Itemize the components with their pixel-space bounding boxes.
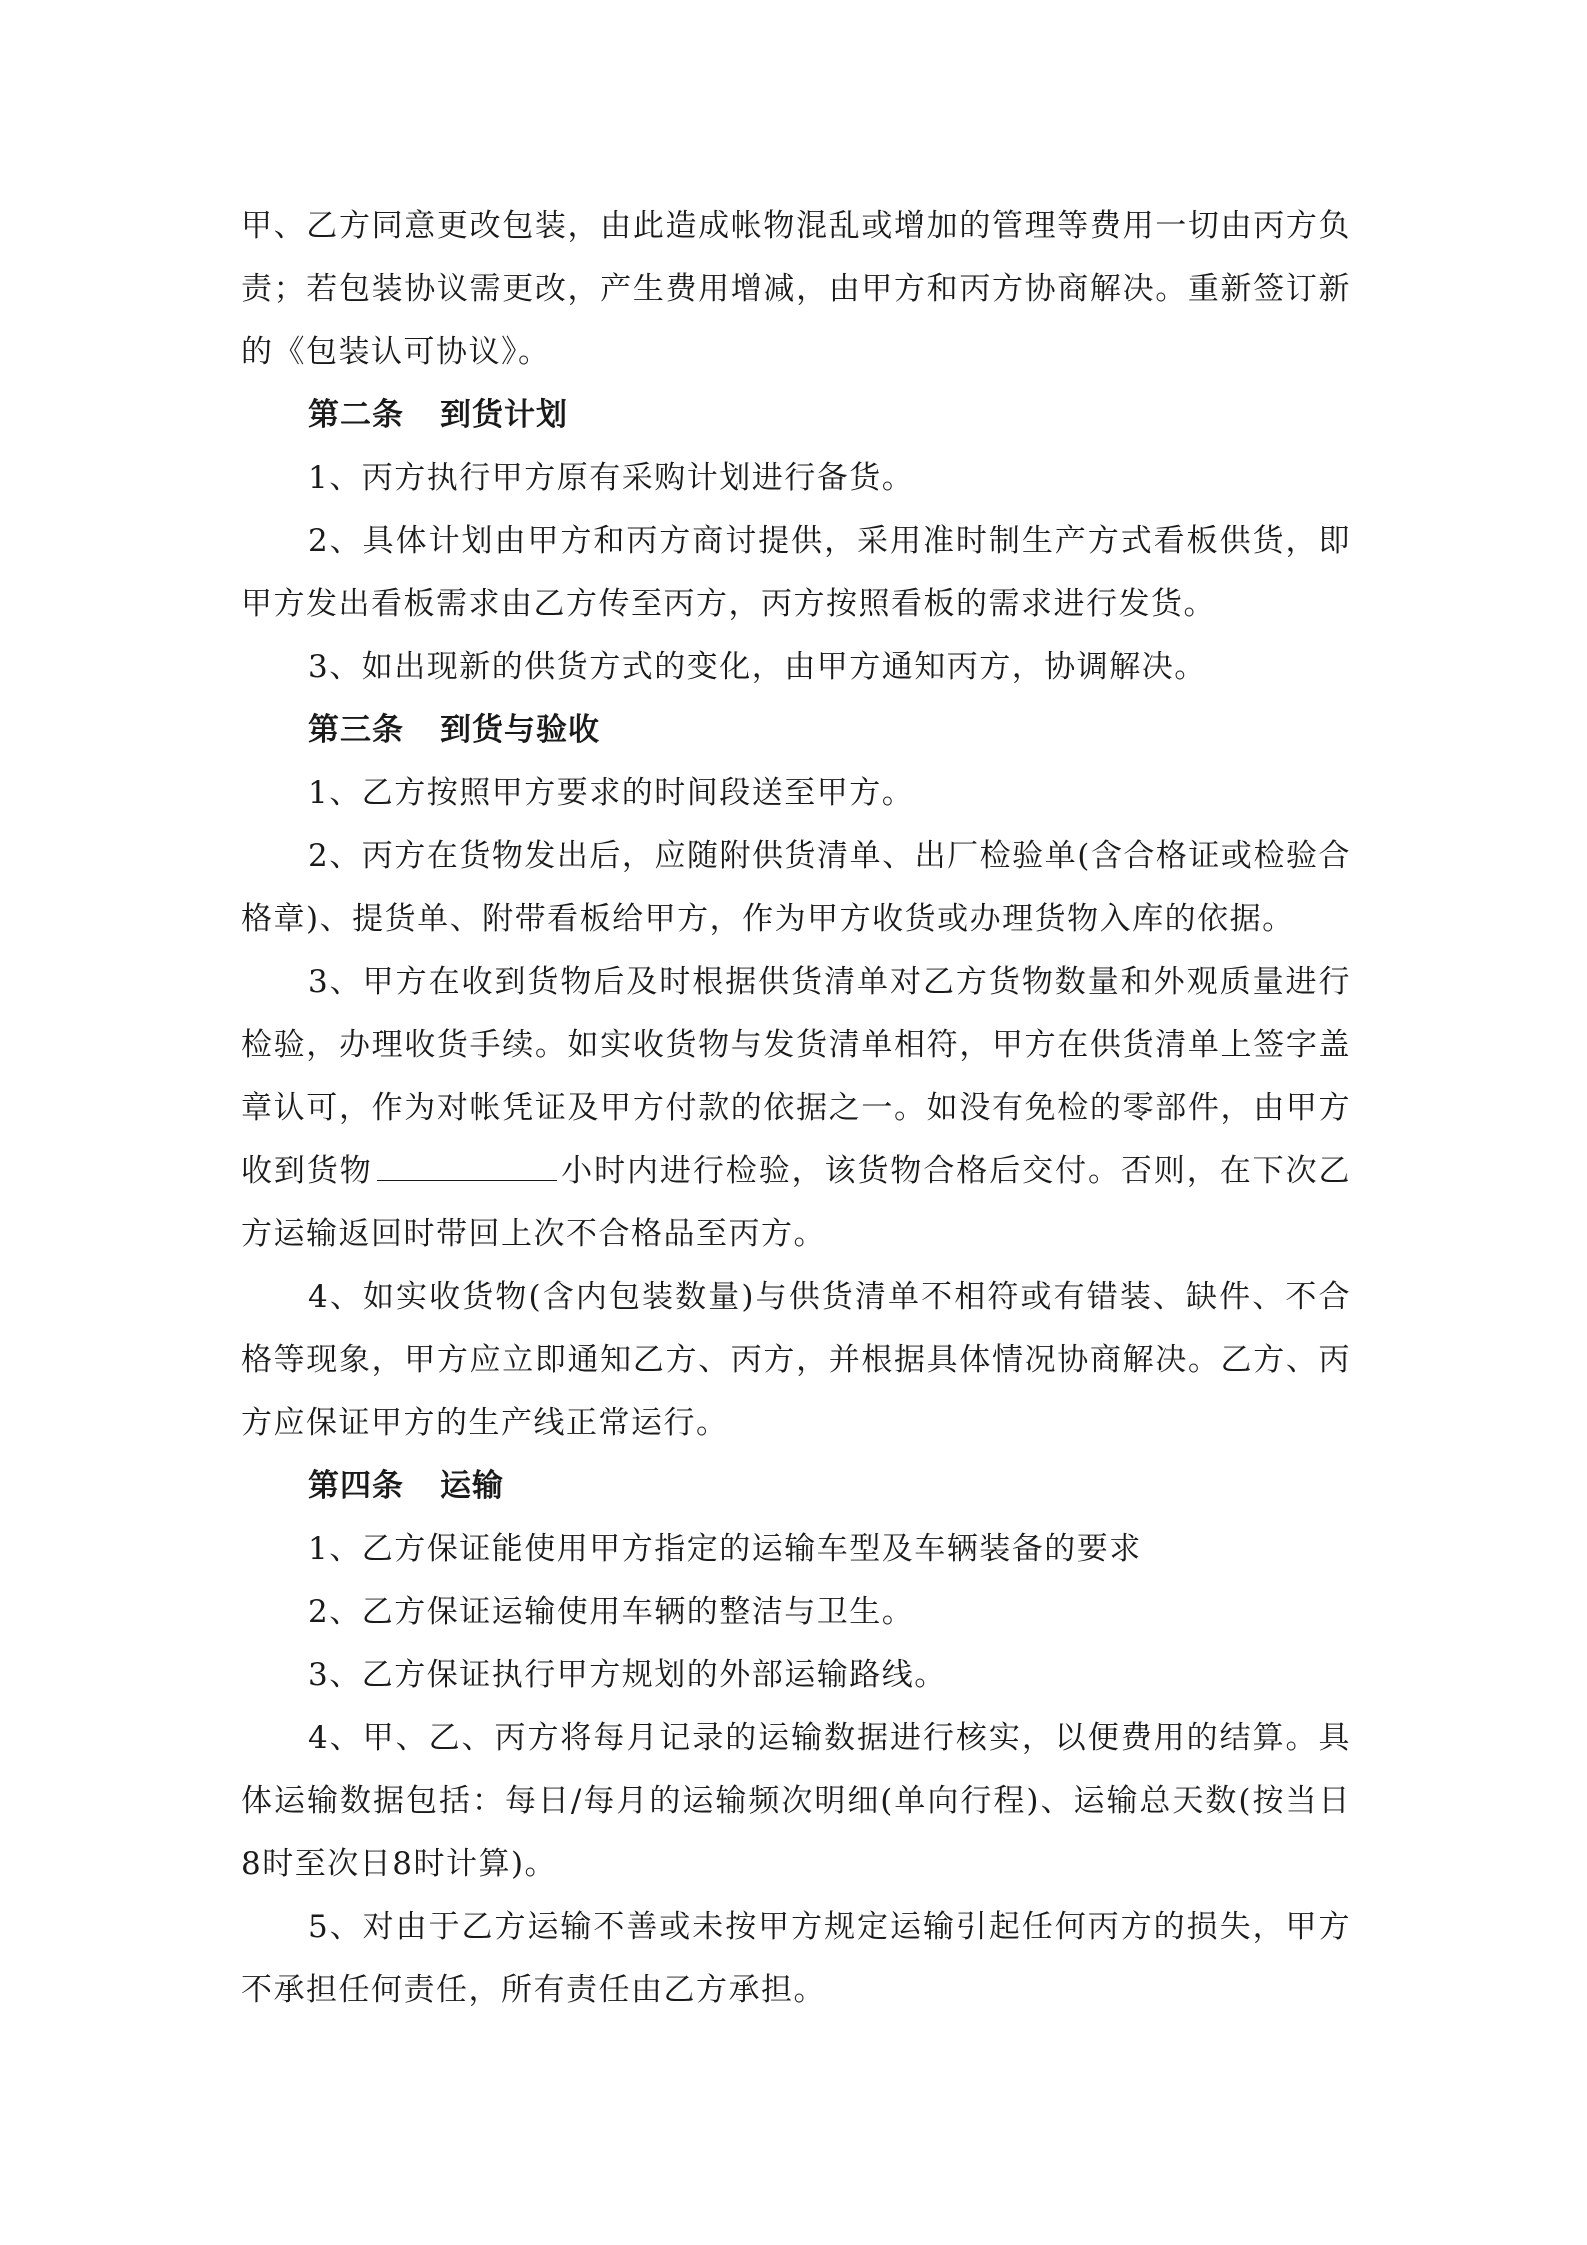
clause-3-3 xyxy=(241,951,1351,1266)
clause-4-5: 5、对由于乙方运输不善或未按甲方规定运输引起任何丙方的损失，甲方不承担任何责任，所有责任由乙方承担。 xyxy=(241,1909,1351,2008)
article-heading-4 xyxy=(241,1455,1351,1518)
article-title: 到货与验收 xyxy=(440,712,600,748)
clause-4-2: 2、乙方保证运输使用车辆的整洁与卫生。 xyxy=(308,1594,915,1630)
article-title: 运输 xyxy=(440,1468,504,1504)
clause-3-2: 2、丙方在货物发出后，应随附供货清单、出厂检验单(含合格证或检验合格章)、提货单、附带看板给甲方，作为甲方收货或办理货物入库的依据。 xyxy=(241,838,1351,937)
clause-2-3: 3、如出现新的供货方式的变化，由甲方通知丙方，协调解决。 xyxy=(308,649,1207,685)
clause-2-2: 2、具体计划由甲方和丙方商讨提供，采用准时制生产方式看板供货，即甲方发出看板需求由乙方传至丙方，丙方按照看板的需求进行发货。 xyxy=(241,523,1351,622)
article-heading-3 xyxy=(241,699,1351,762)
article-number: 第三条 xyxy=(308,712,404,748)
clause-4-3: 3、乙方保证执行甲方规划的外部运输路线。 xyxy=(308,1657,947,1693)
clause-4-1: 1、乙方保证能使用甲方指定的运输车型及车辆装备的要求 xyxy=(308,1531,1142,1567)
clause-3-1: 1、乙方按照甲方要求的时间段送至甲方。 xyxy=(308,775,915,811)
clause-2-1: 1、丙方执行甲方原有采购计划进行备货。 xyxy=(308,460,915,496)
clause-3-3-text-after-blank: 小时内进行检验，该货物合格后交付。否则，在下次乙方运输返回时带回上次不合格品至丙方。 xyxy=(241,1153,1352,1252)
paragraph-packaging-change: 甲、乙方同意更改包装，由此造成帐物混乱或增加的管理等费用一切由丙方负责；若包装协议需更改，产生费用增减，由甲方和丙方协商解决。重新签订新的《包装认可协议》。 xyxy=(241,208,1351,370)
article-heading-2 xyxy=(241,384,1351,447)
article-number: 第四条 xyxy=(308,1468,404,1504)
document-body xyxy=(241,195,1351,2022)
article-title: 到货计划 xyxy=(440,397,568,433)
hours-blank-field[interactable] xyxy=(377,1152,557,1181)
clause-3-4: 4、如实收货物(含内包装数量)与供货清单不相符或有错装、缺件、不合格等现象，甲方应立即通知乙方、丙方，并根据具体情况协商解决。乙方、丙方应保证甲方的生产线正常运行。 xyxy=(241,1279,1351,1441)
article-number: 第二条 xyxy=(308,397,404,433)
clause-3-3-text-before-blank: 3、甲方在收到货物后及时根据供货清单对乙方货物数量和外观质量进行检验，办理收货手续。如实收货物与发货清单相符，甲方在供货清单上签字盖章认可，作为对帐凭证及甲方付款的依据之一。如没有免检的零部件，由甲方收到货物 xyxy=(241,964,1351,1189)
clause-4-4: 4、甲、乙、丙方将每月记录的运输数据进行核实，以便费用的结算。具体运输数据包括：每日/每月的运输频次明细(单向行程)、运输总天数(按当日8时至次日8时计算)。 xyxy=(241,1720,1351,1882)
